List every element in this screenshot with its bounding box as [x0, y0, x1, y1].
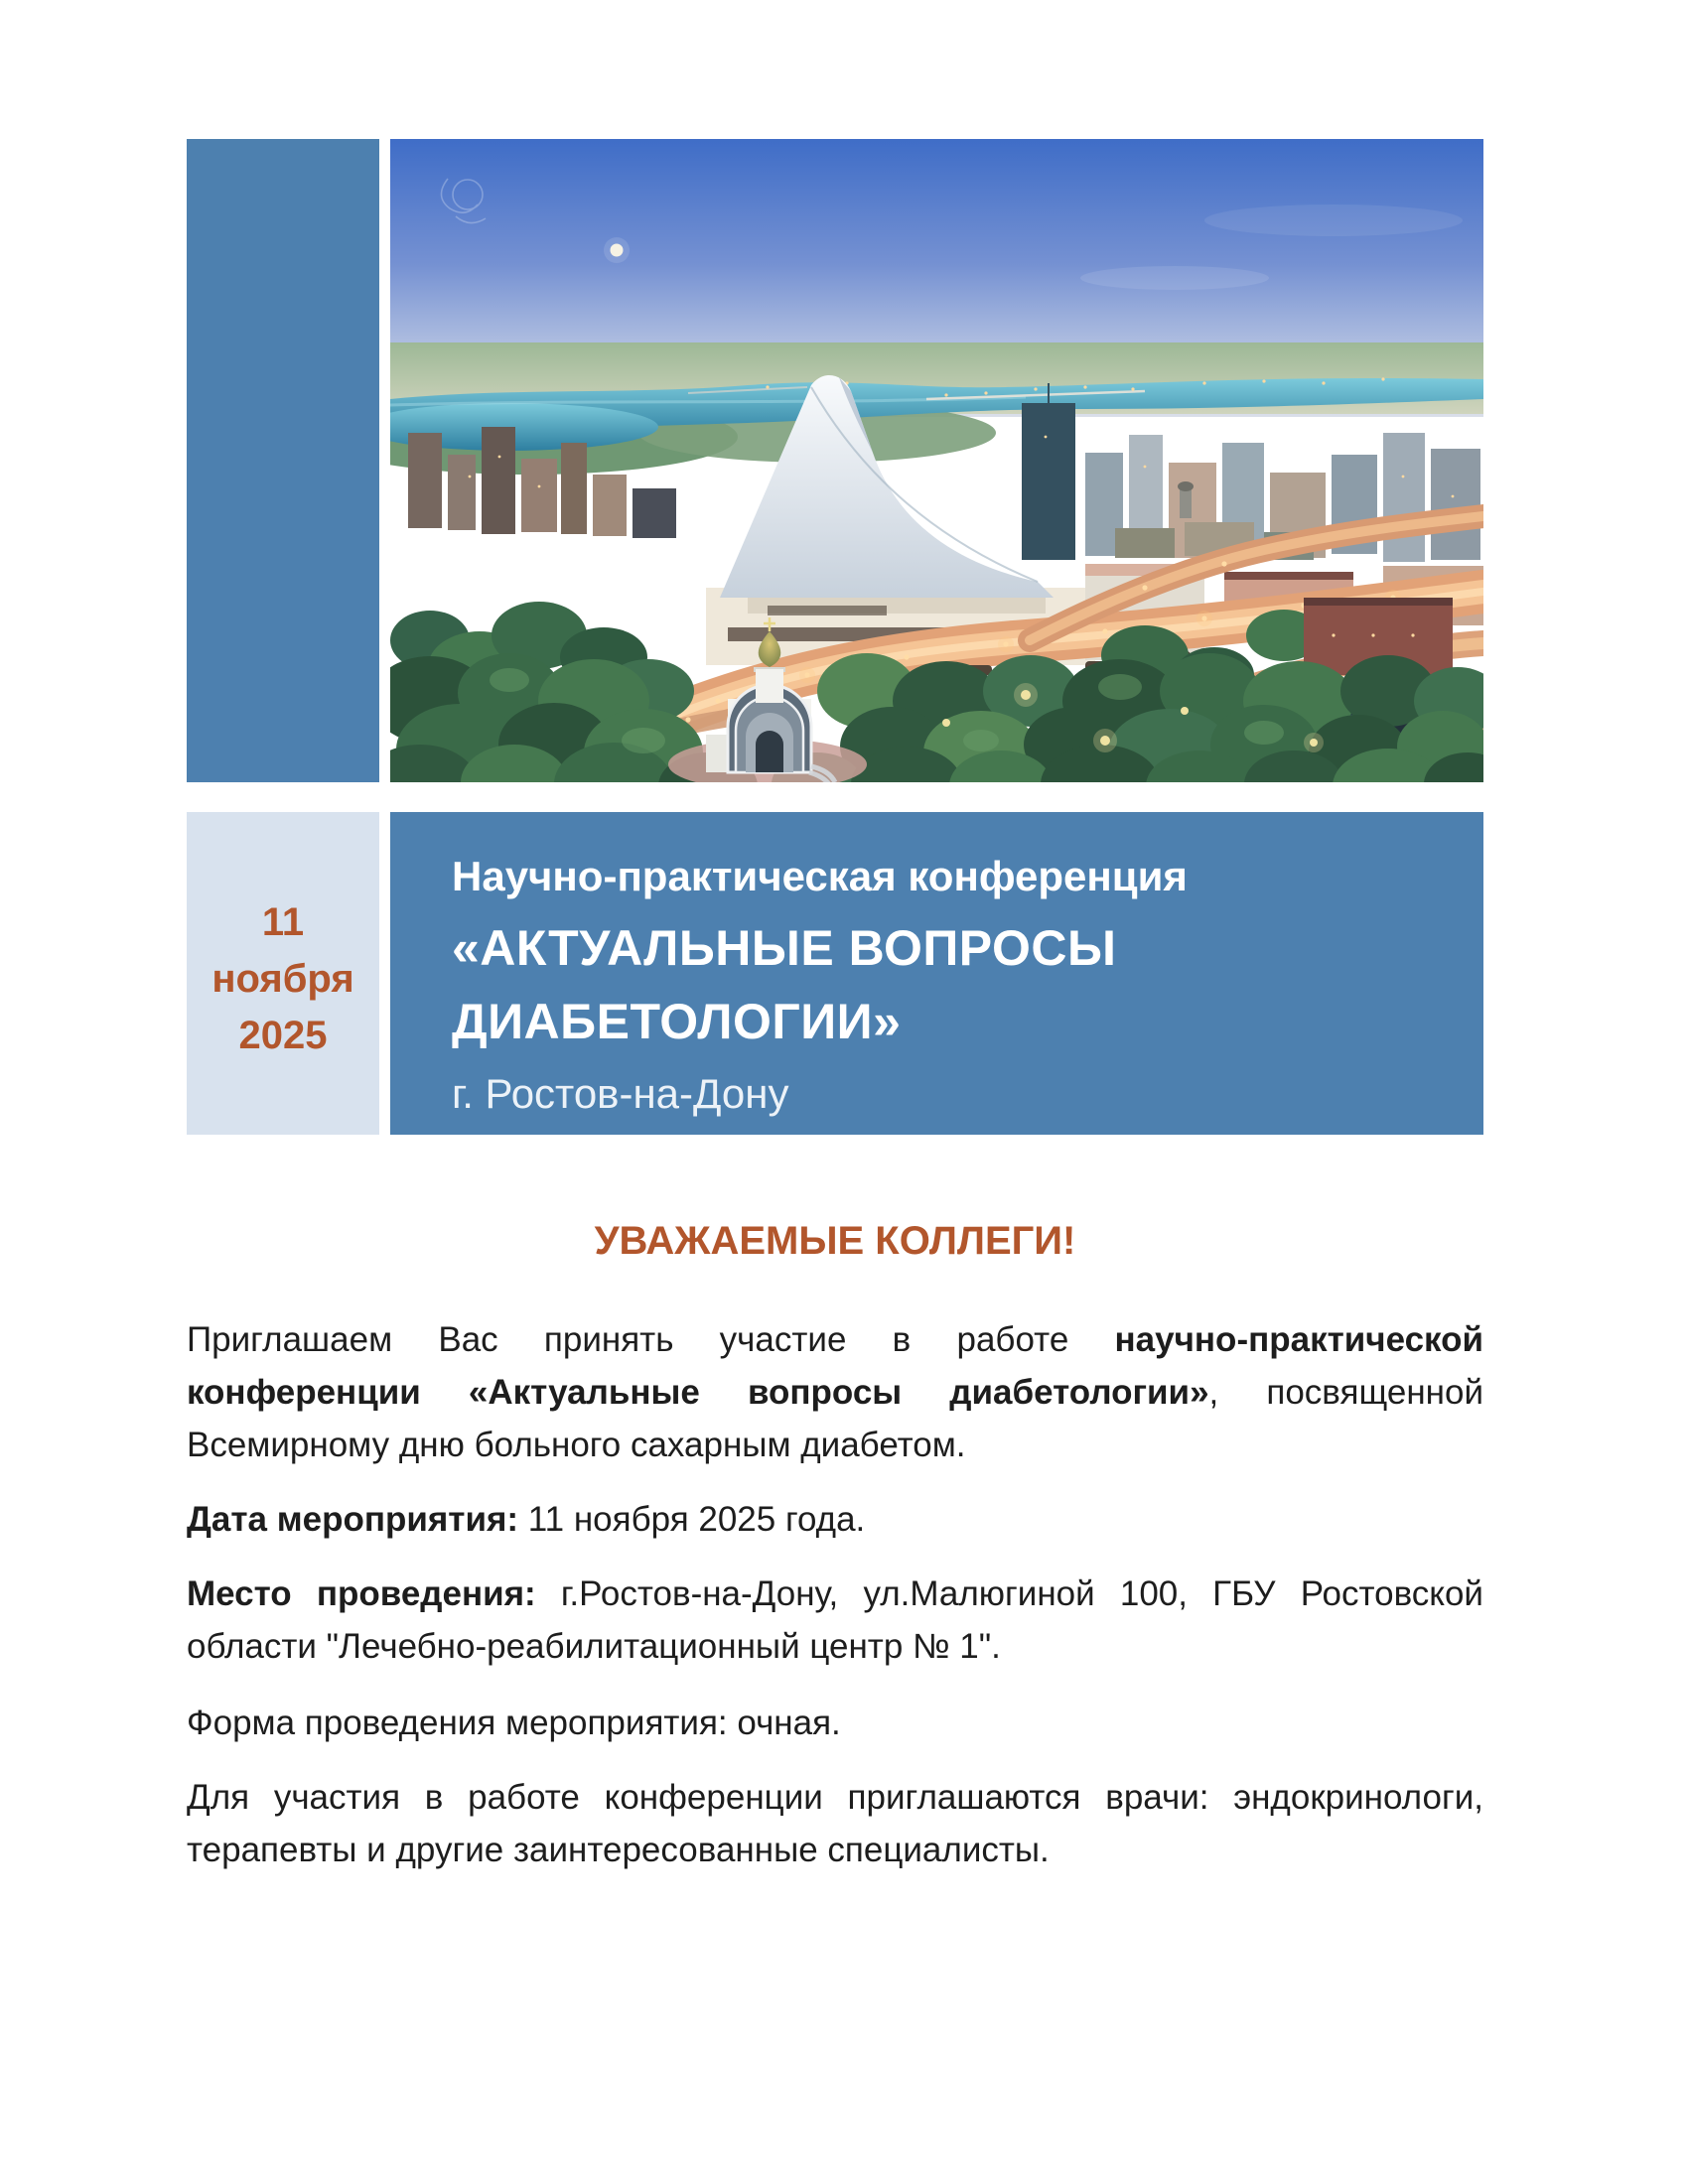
- intro-pre: Приглашаем Вас принять участие в работе: [187, 1320, 1115, 1359]
- event-date-label: Дата мероприятия:: [187, 1500, 519, 1539]
- event-title-line1: «АКТУАЛЬНЫЕ ВОПРОСЫ: [452, 920, 1117, 977]
- city-panorama-photo: [390, 139, 1483, 782]
- event-date-paragraph: [187, 1493, 1483, 1546]
- event-date-year: 2025: [238, 1014, 328, 1057]
- format-paragraph: Форма проведения мероприятия: очная.: [187, 1704, 841, 1742]
- city-panorama-illustration: [390, 139, 1483, 782]
- venue-paragraph: [187, 1568, 1483, 1673]
- event-title-banner: [390, 812, 1483, 1135]
- decorative-blue-bar: [187, 139, 379, 782]
- intro-paragraph: [187, 1313, 1483, 1471]
- event-title-line2: ДИАБЕТОЛОГИИ»: [452, 994, 902, 1050]
- venue-value: г.Ростов-на-Дону, ул.Малюгиной 100, ГБУ Ростовской области "Лечебно-реабилитационный центр № 1".: [187, 1574, 1483, 1666]
- park-trees-lower: [390, 653, 1483, 782]
- event-date-value: 11 ноября 2025 года.: [518, 1500, 866, 1539]
- salutation-heading: УВАЖАЕМЫЕ КОЛЛЕГИ!: [594, 1219, 1076, 1263]
- intro-bold: научно-практической конференции «Актуальные вопросы диабетологии»: [187, 1320, 1483, 1412]
- event-kicker: Научно-практическая конференция: [452, 853, 1188, 899]
- event-city: г. Ростов-на-Дону: [452, 1070, 789, 1118]
- event-date-month: ноября: [211, 957, 354, 1001]
- venue-label: Место проведения:: [187, 1574, 536, 1613]
- invitation-body: [187, 1135, 1483, 1898]
- intro-post: , посвященной Всемирному дню больного сахарным диабетом.: [187, 1373, 1484, 1464]
- event-date-box: [187, 812, 379, 1135]
- audience-paragraph: Для участия в работе конференции приглашаются врачи: эндокринологи, терапевты и другие заинтересованные специалисты.: [187, 1778, 1483, 1869]
- event-date-day: 11: [261, 900, 305, 944]
